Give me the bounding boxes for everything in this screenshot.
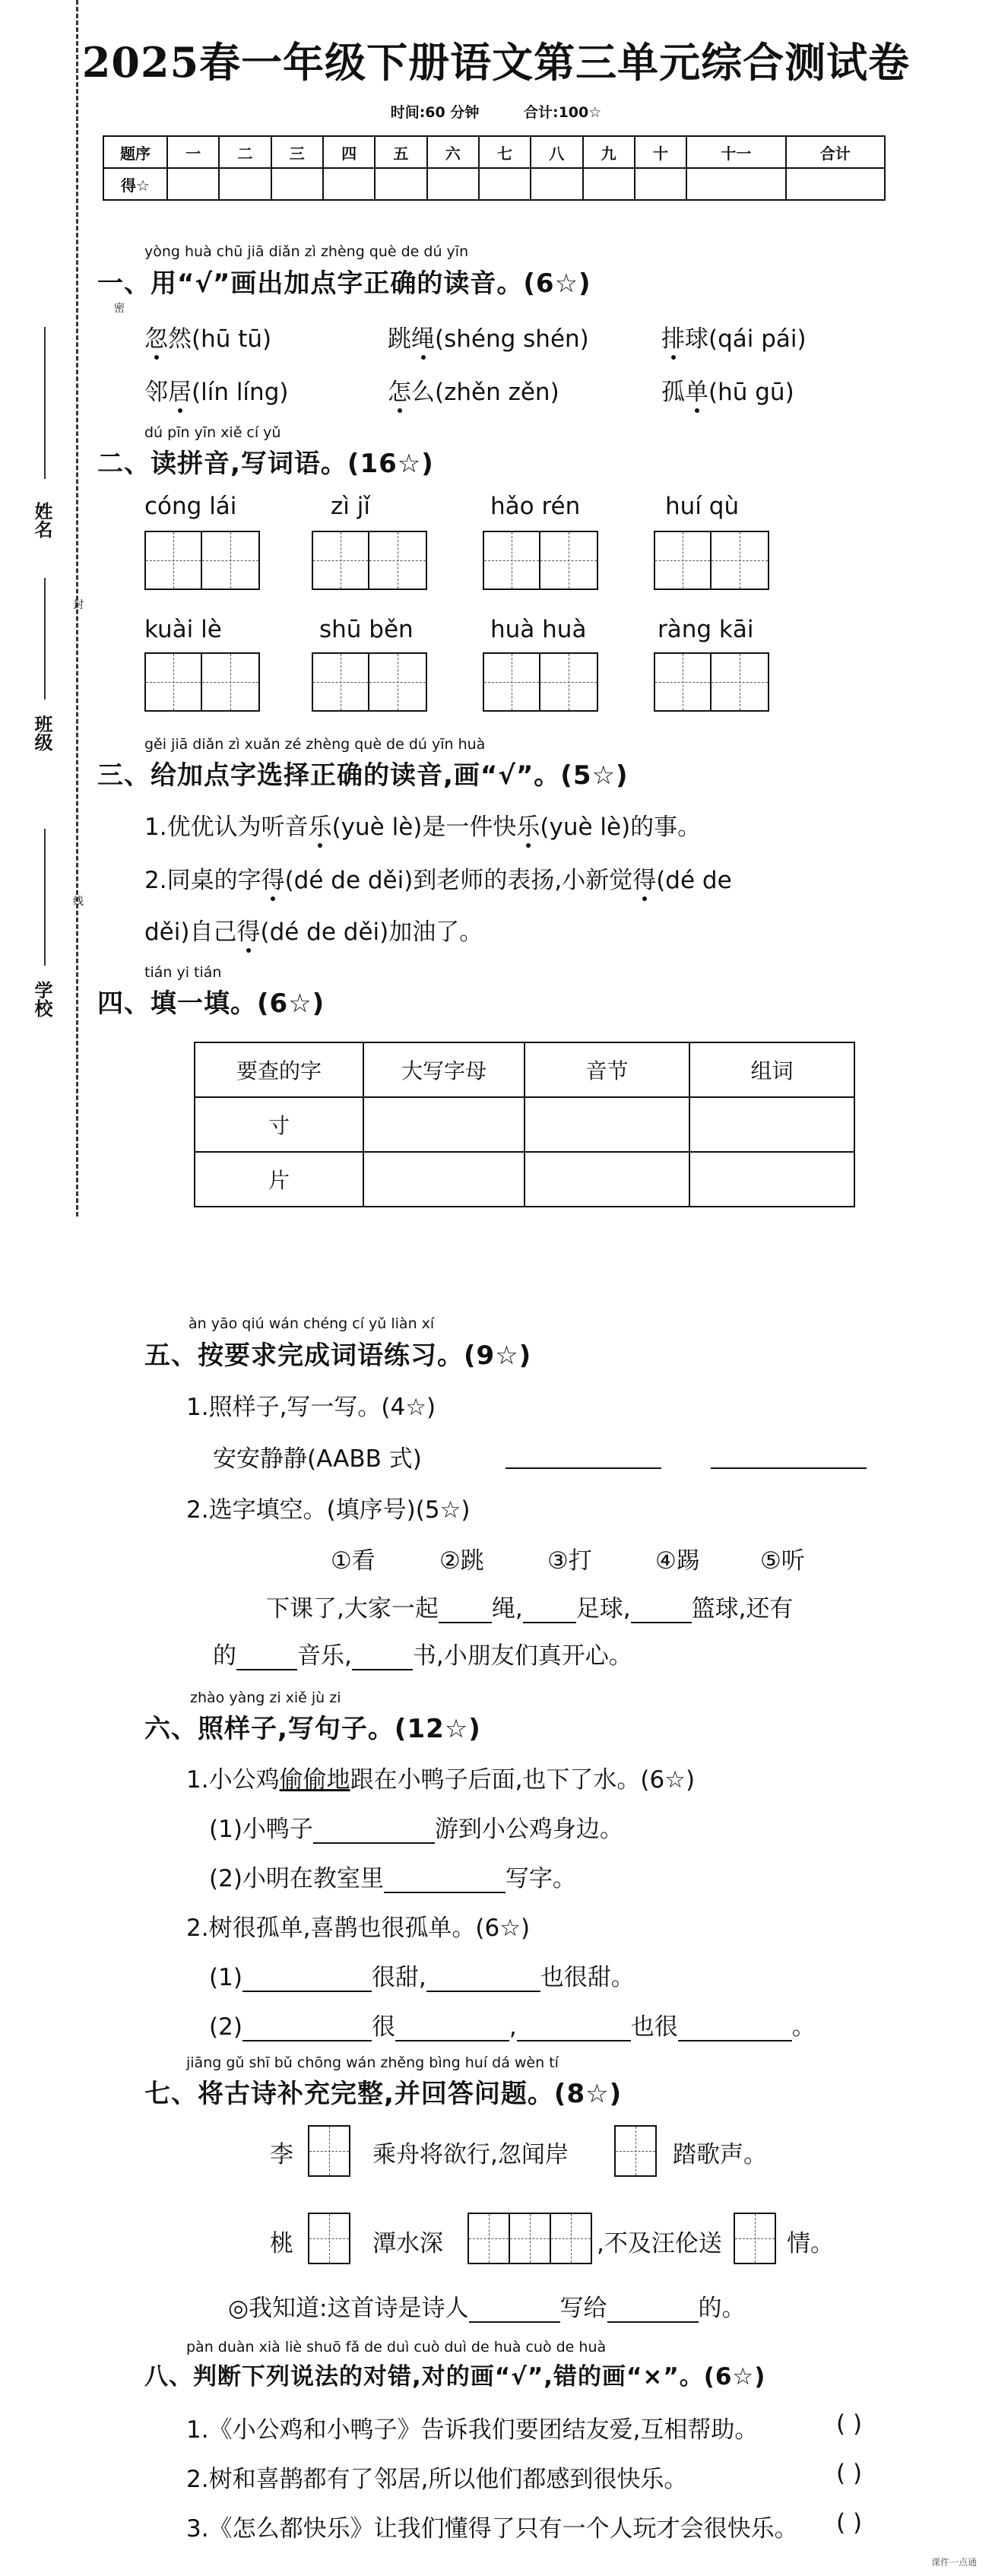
option: ⑤听: [760, 1547, 805, 1575]
s7-know: [228, 2289, 746, 2323]
dotted-char: 乐: [309, 807, 332, 842]
option: ④踢: [655, 1547, 700, 1575]
dotted-char: 绳: [411, 319, 435, 354]
s1-item-text: 然(hū tū): [168, 325, 272, 353]
score-header-cell: 合计: [786, 136, 885, 168]
answer-blank[interactable]: [242, 2017, 372, 2041]
score-input-cell[interactable]: [219, 168, 271, 200]
s1-item[interactable]: [144, 319, 271, 354]
s1-item-text: (shéng shén): [435, 325, 589, 353]
s6-q2b: [209, 2007, 816, 2041]
poem-text: 踏歌声。: [673, 2141, 767, 2168]
score-header-cell: 题序: [103, 136, 167, 168]
poem-char: 桃: [270, 2230, 293, 2257]
score-input-cell[interactable]: [686, 168, 785, 200]
s5-fill-text: 绳,: [491, 1595, 523, 1623]
fill-answer-cell[interactable]: [689, 1152, 854, 1207]
score-table: [103, 135, 886, 201]
s6-text: 游到小公鸡身边。: [434, 1816, 623, 1843]
seal-mark-mi: 密: [114, 303, 125, 315]
s6-text: 也很: [630, 2013, 678, 2041]
s6-text: (2)小明在教室里: [209, 1865, 384, 1892]
s3-line[interactable]: [144, 807, 701, 842]
answer-blank[interactable]: [395, 2017, 509, 2041]
word-pinyin: huí qù: [665, 493, 740, 520]
score-header-cell: 十: [635, 136, 686, 168]
s1-heading: 一、用“√”画出加点字正确的读音。(6☆): [97, 268, 591, 299]
s6-underlined-text: 偷偷地: [279, 1766, 350, 1794]
judge-statement: 3.《怎么都快乐》让我们懂得了只有一个人玩才会很快乐。: [186, 2515, 798, 2543]
exam-meta: [0, 101, 992, 122]
s7-text: 的。: [698, 2295, 746, 2322]
score-input-cell[interactable]: [786, 168, 885, 200]
option: ①看: [331, 1547, 376, 1575]
score-header-cell: 五: [375, 136, 426, 168]
score-header-cell: 四: [323, 136, 375, 168]
s6-heading: 六、照样子,写句子。(12☆): [144, 1714, 481, 1744]
s1-item-text: (hū gū): [708, 379, 794, 406]
poem-blank-cell[interactable]: [308, 2213, 350, 2264]
answer-blank[interactable]: [631, 1599, 692, 1623]
poem-blank-cell[interactable]: [550, 2213, 592, 2264]
score-input-cell[interactable]: [479, 168, 531, 200]
s5-heading: 五、按要求完成词语练习。(9☆): [144, 1340, 532, 1371]
score-header-cell: 七: [479, 136, 531, 168]
option: ②跳: [439, 1547, 484, 1575]
name-write-line[interactable]: [44, 327, 46, 479]
s1-item-text: 孤: [661, 379, 685, 406]
writing-grid[interactable]: [144, 531, 260, 590]
dotted-char: 怎: [388, 373, 411, 407]
answer-blank[interactable]: [439, 1599, 492, 1623]
s3-text: (dé de: [656, 867, 732, 894]
fill-row-char: 寸: [195, 1097, 363, 1152]
answer-blank[interactable]: [517, 2017, 631, 2041]
poem-blank-cell[interactable]: [467, 2213, 510, 2264]
s5-fill-text: 篮球,还有: [691, 1595, 794, 1623]
fill-row-char: 片: [195, 1152, 363, 1207]
score-input-cell[interactable]: [427, 168, 479, 200]
page-title: 2025春一年级下册语文第三单元综合测试卷: [81, 38, 911, 87]
score-input-cell[interactable]: [167, 168, 219, 200]
s5-q1: 1.照样子,写一写。(4☆): [186, 1394, 436, 1421]
fill-answer-cell[interactable]: [363, 1097, 525, 1152]
total-score: 合计:100☆: [523, 104, 602, 121]
s7-text: 写给: [559, 2295, 607, 2322]
s3-line[interactable]: [144, 861, 732, 895]
s3-text: (yuè lè)是一件快: [331, 814, 517, 841]
answer-blank[interactable]: [242, 1968, 372, 1992]
s3-line[interactable]: [144, 912, 483, 947]
judge-statement: 1.《小公鸡和小鸭子》告诉我们要团结友爱,互相帮助。: [186, 2416, 759, 2444]
s1-item[interactable]: [661, 373, 794, 407]
score-table-score-row: [103, 168, 885, 200]
s5-fill-text: 下课了,大家一起: [266, 1595, 439, 1623]
s6-text: (1): [209, 1964, 242, 1991]
s5-fill-text: 音乐,: [297, 1642, 352, 1670]
poem-text: 情。: [787, 2230, 834, 2257]
answer-blank[interactable]: [384, 1869, 506, 1893]
s6-text: (2): [209, 2013, 242, 2041]
s1-item-text: 球(qái pái): [685, 325, 807, 353]
writing-grid[interactable]: [312, 531, 427, 590]
class-label: 班级: [31, 715, 52, 751]
school-write-line[interactable]: [44, 829, 46, 966]
poem-text: ,不及汪伦送: [597, 2230, 722, 2257]
dotted-char: 得: [236, 912, 260, 947]
dotted-char: 排: [661, 319, 685, 354]
fill-header-cell: 要查的字: [195, 1042, 363, 1097]
dotted-char: 得: [632, 861, 656, 895]
s1-item-text: 跳: [388, 325, 411, 353]
poem-char: 李: [270, 2141, 293, 2168]
s6-text: ,: [509, 2013, 517, 2041]
s5-fill-text: 足球,: [575, 1595, 631, 1623]
judge-answer-paren[interactable]: ( ): [836, 2410, 863, 2438]
score-header-cell: 二: [219, 136, 271, 168]
s5-q2: 2.选字填空。(填序号)(5☆): [186, 1496, 471, 1524]
s6-text: 很甜,: [371, 1964, 426, 1991]
fill-answer-cell[interactable]: [689, 1097, 854, 1152]
score-header-cell: 八: [531, 136, 582, 168]
s1-item[interactable]: [388, 319, 589, 354]
s3-text: (dé de děi)到老师的表扬,小新觉: [284, 867, 633, 894]
s6-text: 。: [791, 2013, 816, 2041]
judge-statement: 2.树和喜鹊都有了邻居,所以他们都感到很快乐。: [186, 2466, 688, 2493]
s6-q1: [186, 1760, 695, 1794]
s6-text: (1)小鸭子: [209, 1816, 313, 1843]
fill-table-header: [195, 1042, 854, 1097]
class-write-line[interactable]: [44, 578, 46, 700]
score-input-cell[interactable]: [531, 168, 582, 200]
s3-text: 1.优优认为听音: [144, 814, 309, 841]
score-input-cell[interactable]: [375, 168, 426, 200]
s5-fill-line2: [213, 1636, 632, 1670]
answer-blank[interactable]: [678, 2017, 792, 2041]
fill-answer-cell[interactable]: [363, 1152, 525, 1207]
poem-blank-cell[interactable]: [614, 2125, 657, 2177]
s3-text: děi)自己: [144, 918, 237, 946]
score-header-cell: 六: [427, 136, 479, 168]
s1-item[interactable]: [144, 373, 288, 407]
table-row: [195, 1097, 854, 1152]
answer-blank[interactable]: [236, 1646, 297, 1670]
s5-q1-example: 安安静静(AABB 式): [213, 1445, 422, 1473]
s5-fill-line1: [266, 1589, 793, 1623]
s1-item-text: (lín líng): [192, 379, 289, 406]
dotted-char: 单: [685, 373, 708, 407]
score-header-cell: 三: [271, 136, 323, 168]
writing-grid[interactable]: [483, 531, 598, 590]
s5-fill-text: 书,小朋友们真开心。: [412, 1642, 632, 1670]
word-pinyin: cóng lái: [144, 493, 237, 520]
s6-text: 跟在小鸭子后面,也下了水。(6☆): [350, 1766, 696, 1794]
s4-pinyin: tián yi tián: [144, 964, 222, 981]
s7-pinyin: jiāng gǔ shī bǔ chōng wán zhěng bìng huí dá wèn tí: [186, 2054, 559, 2071]
table-row: [195, 1152, 854, 1207]
score-input-cell[interactable]: [323, 168, 375, 200]
word-pinyin: ràng kāi: [658, 616, 754, 643]
writing-grid[interactable]: [654, 531, 769, 590]
word-pinyin: huà huà: [490, 616, 587, 643]
school-label: 学校: [31, 981, 52, 1017]
answer-blank[interactable]: [506, 1467, 661, 1469]
score-table-header-row: [103, 136, 885, 168]
word-pinyin: zì jǐ: [331, 493, 370, 520]
s8-heading: 八、判断下列说法的对错,对的画“√”,错的画“×”。(6☆): [144, 2363, 766, 2390]
answer-blank[interactable]: [313, 1819, 435, 1844]
fill-answer-cell[interactable]: [525, 1097, 689, 1152]
s6-text: 1.小公鸡: [186, 1766, 280, 1794]
dotted-char: 得: [261, 861, 285, 895]
writing-grid[interactable]: [483, 652, 598, 712]
score-header-cell: 九: [583, 136, 635, 168]
answer-blank[interactable]: [426, 1968, 540, 1992]
s7-heading: 七、将古诗补充完整,并回答问题。(8☆): [144, 2079, 623, 2109]
writing-grid[interactable]: [144, 652, 260, 712]
s3-pinyin: gěi jiā diǎn zì xuǎn zé zhèng què de dú yīn huà: [144, 736, 486, 753]
s7-text: ◎我知道:这首诗是诗人: [228, 2295, 469, 2322]
score-row-label: 得☆: [103, 168, 167, 200]
s1-item-text: 邻: [144, 379, 168, 406]
score-input-cell[interactable]: [583, 168, 635, 200]
writing-grid[interactable]: [312, 652, 427, 712]
poem-text: 乘舟将欲行,忽闻岸: [372, 2141, 569, 2168]
seal-mark-feng: 封: [73, 599, 84, 611]
judge-answer-paren[interactable]: ( ): [836, 2509, 863, 2536]
s6-q1a: [209, 1810, 623, 1844]
s2-heading: 二、读拼音,写词语。(16☆): [97, 449, 434, 479]
s1-item-text: 么(zhěn zěn): [411, 379, 559, 406]
word-pinyin: kuài lè: [144, 616, 222, 643]
score-input-cell[interactable]: [271, 168, 323, 200]
answer-blank[interactable]: [711, 1467, 867, 1469]
time-limit: 时间:60 分钟: [390, 104, 480, 121]
footer-watermark: 课件一点通: [930, 2557, 977, 2568]
s6-text: 也很甜。: [540, 1964, 635, 1991]
s6-text: 写字。: [505, 1865, 576, 1892]
s3-text: (dé de děi)加油了。: [260, 918, 483, 946]
fill-table: [194, 1042, 855, 1207]
writing-grid[interactable]: [654, 652, 769, 712]
s6-q1b: [209, 1859, 576, 1893]
s3-text: (yuè lè)的事。: [540, 814, 702, 841]
name-label: 姓名: [31, 502, 52, 538]
answer-blank[interactable]: [469, 2298, 560, 2323]
fill-header-cell: 音节: [525, 1042, 689, 1097]
s2-pinyin: dú pīn yīn xiě cí yǔ: [144, 424, 281, 441]
answer-blank[interactable]: [607, 2298, 699, 2323]
s6-q2: 2.树很孤单,喜鹊也很孤单。(6☆): [186, 1915, 531, 1942]
s5-pinyin: àn yāo qiú wán chéng cí yǔ liàn xí: [189, 1315, 435, 1332]
s1-pinyin: yòng huà chū jiā diǎn zì zhèng què de dú yīn: [144, 243, 469, 260]
s6-pinyin: zhào yàng zi xiě jù zi: [190, 1689, 341, 1706]
dotted-char: 乐: [516, 807, 540, 842]
s8-pinyin: pàn duàn xià liè shuō fǎ de duì cuò duì de huà cuò de huà: [186, 2339, 607, 2356]
fill-answer-cell[interactable]: [525, 1152, 689, 1207]
s4-heading: 四、填一填。(6☆): [97, 988, 325, 1019]
s3-text: 2.同桌的字: [144, 867, 261, 894]
score-header-cell: 一: [167, 136, 219, 168]
fill-header-cell: 大写字母: [363, 1042, 525, 1097]
s5-fill-text: 的: [213, 1642, 236, 1670]
word-pinyin: shū běn: [319, 616, 414, 643]
judge-answer-paren[interactable]: ( ): [836, 2460, 863, 2487]
poem-blank-cell[interactable]: [509, 2213, 551, 2264]
score-header-cell: 十一: [686, 136, 785, 168]
answer-blank[interactable]: [352, 1646, 413, 1670]
answer-blank[interactable]: [523, 1599, 576, 1623]
poem-blank-cell[interactable]: [308, 2125, 350, 2177]
word-pinyin: hǎo rén: [490, 493, 581, 520]
s1-item[interactable]: [661, 319, 807, 354]
dotted-char: 居: [168, 373, 192, 407]
poem-text: 潭水深: [372, 2230, 443, 2257]
score-input-cell[interactable]: [635, 168, 686, 200]
s6-text: 很: [371, 2013, 395, 2041]
s3-heading: 三、给加点字选择正确的读音,画“√”。(5☆): [97, 760, 629, 791]
s6-q2a: [209, 1958, 635, 1992]
fill-header-cell: 组词: [689, 1042, 854, 1097]
dotted-char: 忽: [144, 319, 168, 354]
seal-mark-xian: 线: [73, 896, 84, 908]
option: ③打: [547, 1547, 592, 1575]
s1-item[interactable]: [388, 373, 559, 407]
poem-blank-cell[interactable]: [734, 2213, 776, 2264]
